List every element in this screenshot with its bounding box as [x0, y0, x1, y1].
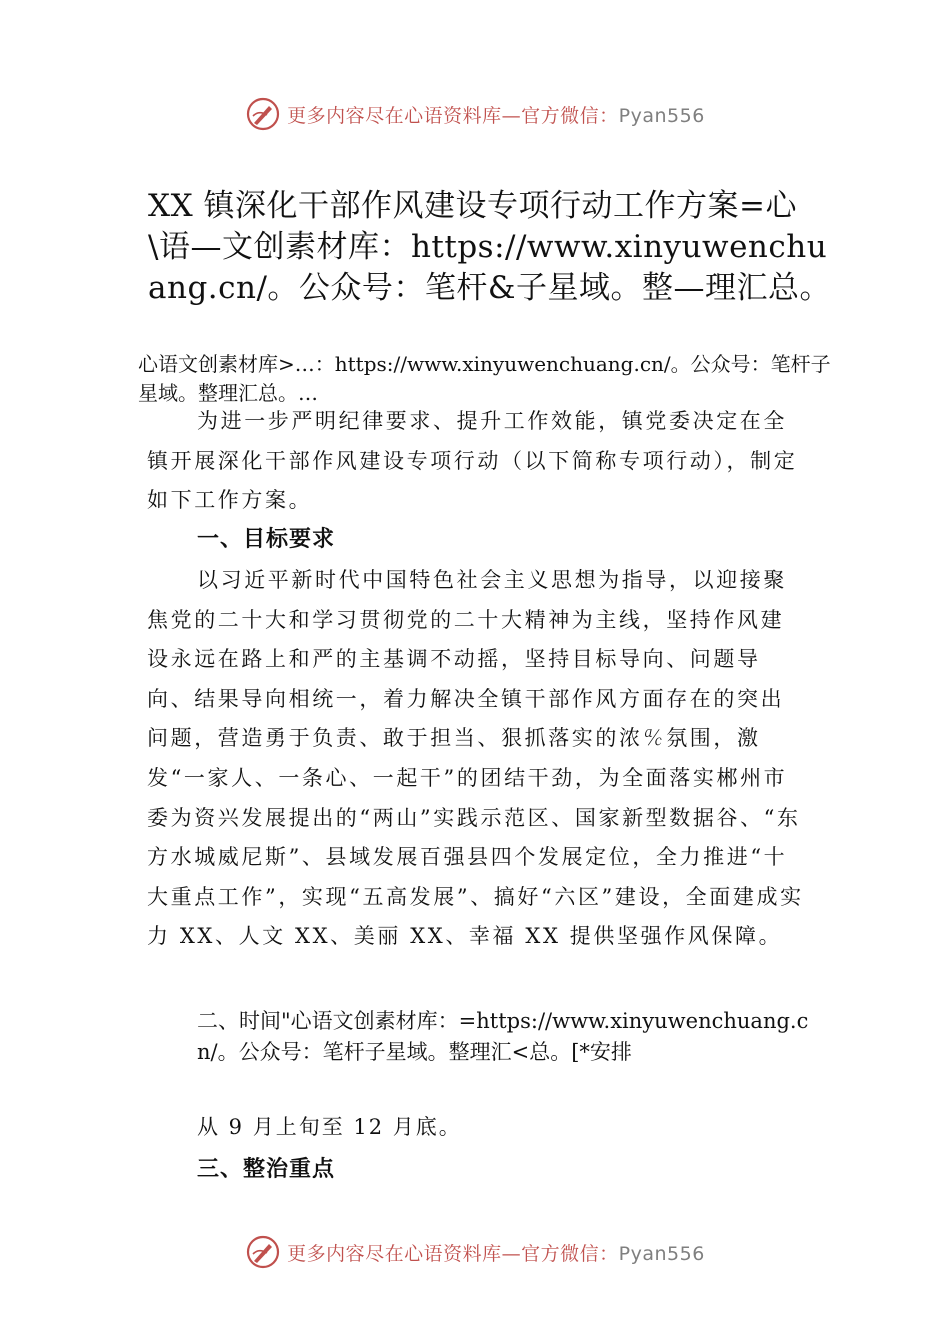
document-title: XX 镇深化干部作风建设专项行动工作方案=心\语—文创素材库：https://www.xinyuwenchuang.cn/。公众号：笔杆&子星域。整—理汇总。 [148, 188, 832, 306]
banner-text: 更多内容尽在心语资料库—官方微信：Pyan556 [287, 104, 705, 127]
intro-paragraph: 为进一步严明纪律要求、提升工作效能，镇党委决定在全镇开展深化干部作风建设专项行动（以下简称专项行动），制定如下工作方案。 [147, 409, 798, 513]
section-heading-goals: 一、目标要求 [197, 527, 336, 552]
section-heading-schedule: 二、时间"心语文创素材库：=https://www.xinyuwenchuang.cn/。公众号：笔杆子星域。整理汇<总。[*安排 [197, 1009, 809, 1064]
quill-seal-icon [245, 96, 281, 132]
schedule-paragraph: 从 9 月上旬至 12 月底。 [197, 1115, 462, 1139]
header-banner [0, 94, 950, 134]
banner-text: 更多内容尽在心语资料库—官方微信：Pyan556 [287, 1242, 705, 1265]
source-note: 心语文创素材库>…：https://www.xinyuwenchuang.cn/。公众号：笔杆子星域。整理汇总。… [138, 352, 831, 405]
section-heading-focus: 三、整治重点 [197, 1157, 336, 1182]
goals-paragraph: 以习近平新时代中国特色社会主义思想为指导，以迎接聚焦党的二十大和学习贯彻党的二十大精神为主线，坚持作风建设永远在路上和严的主基调不动摇，坚持目标导向、问题导向、结果导向相统一，着力解决全镇干部作风方面存在的突出问题，营造勇于负责、敢于担当、狠抓落实的浓℀氛围，激发“一家人、一条心、一起干”的团结干劲，为全面落实郴州市委为资兴发展提出的“两山”实践示范区、国家新型数据谷、“东方水城威尼斯”、县域发展百强县四个发展定位，全力推进“十大重点工作”，实现“五高发展”、搞好“六区”建设，全面建成实力 XX、人文 XX、美丽 XX、幸福 XX 提供坚强作风保障。 [147, 568, 804, 949]
quill-seal-icon [245, 1234, 281, 1270]
footer-banner [0, 1232, 950, 1272]
